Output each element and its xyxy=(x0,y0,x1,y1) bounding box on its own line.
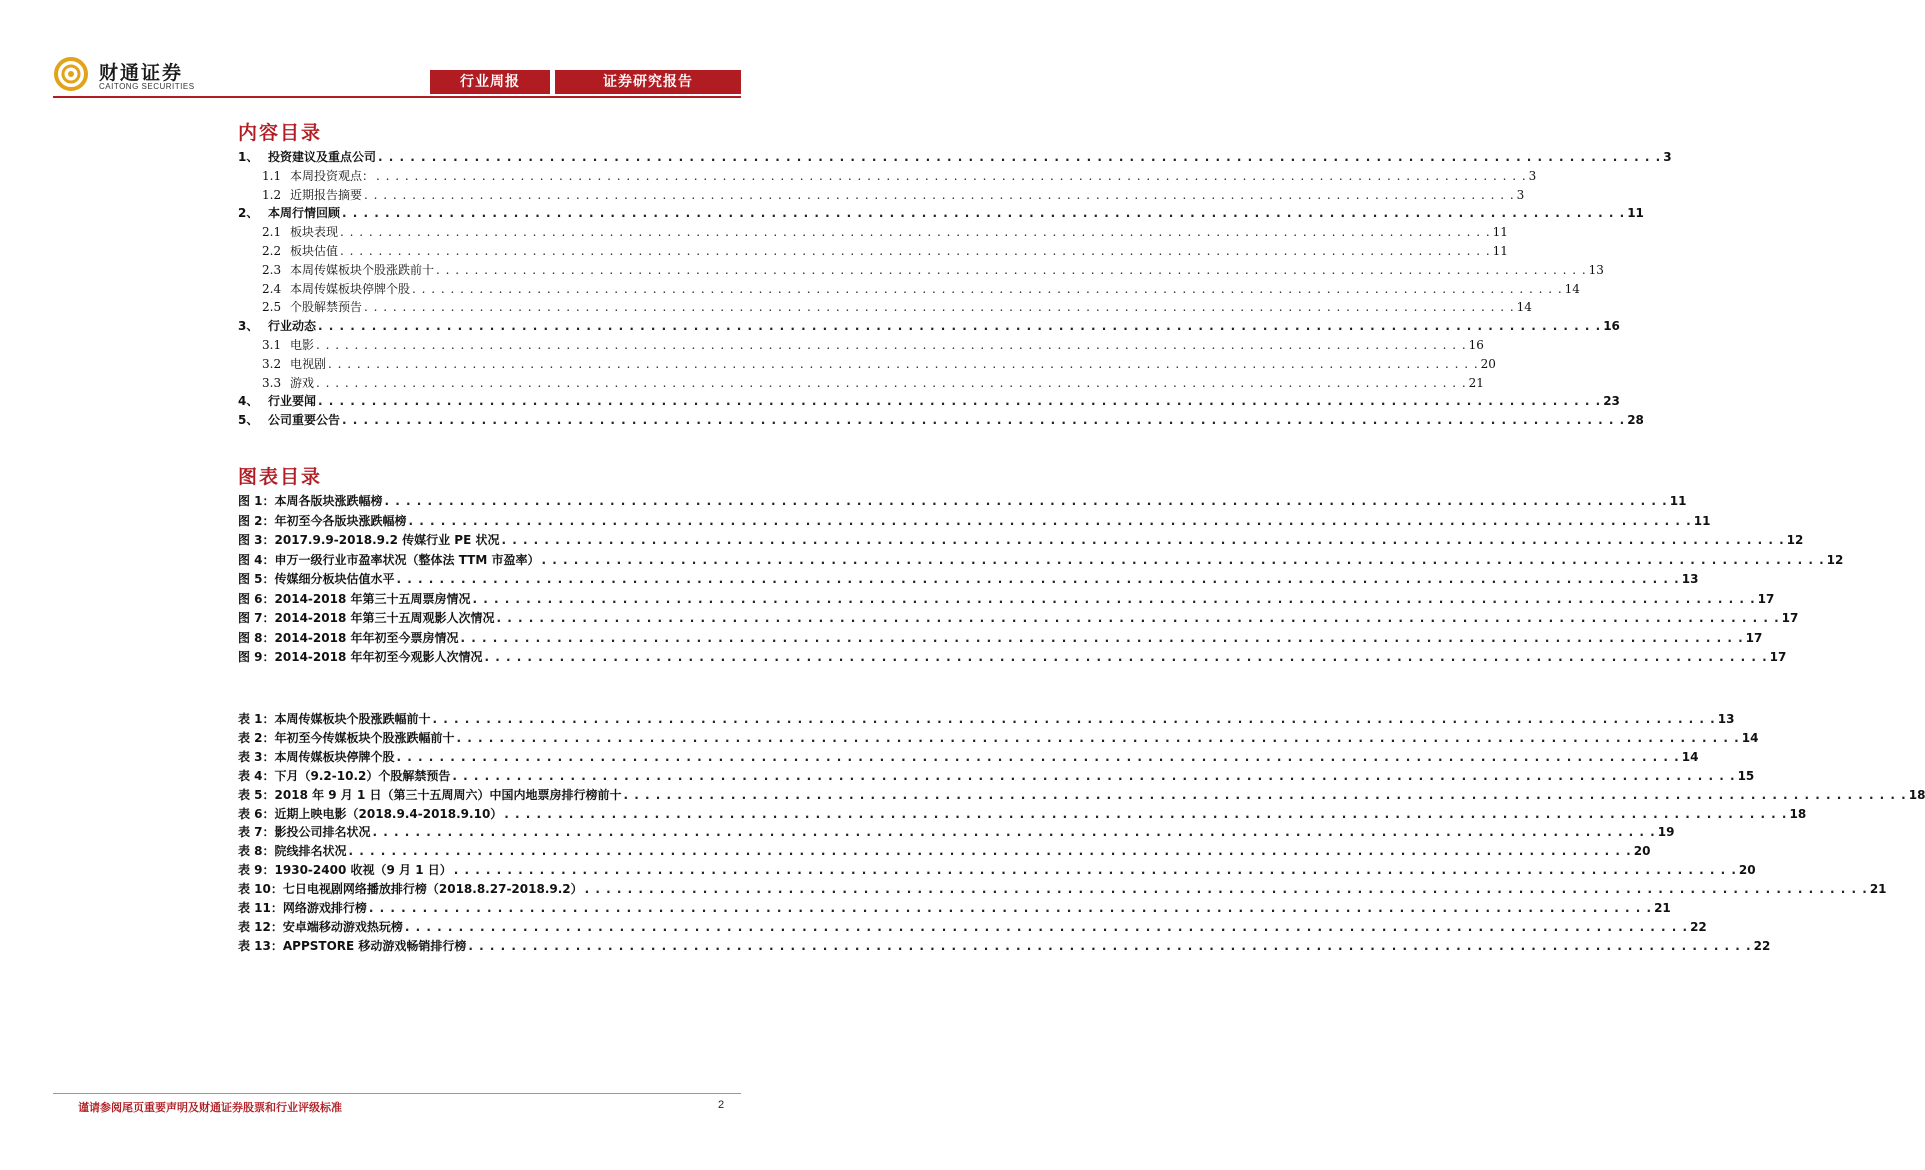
table-entry-page: 13 xyxy=(1717,712,1735,726)
table-entry-text: 表 8：院线排名状况 xyxy=(238,844,347,858)
toc-entry[interactable] xyxy=(238,411,1644,429)
table-entry-page: 22 xyxy=(1753,939,1771,953)
table-entry-label xyxy=(238,880,583,897)
toc-entry-leader: . . . . . . . . . . . . . . . . . . . . . . . . . . . . . . . . . . . . . . . . . . . . . . . . . . . . . . . . . . . . . . . . . . . . . . . . . . . . . . . . . . . . . . . . . . . . . . . . . . . . . . . . . . . . . . . . . . . . . . . . xyxy=(378,150,1662,164)
figure-entry-leader: . . . . . . . . . . . . . . . . . . . . . . . . . . . . . . . . . . . . . . . . . . . . . . . . . . . . . . . . . . . . . . . . . . . . . . . . . . . . . . . . . . . . . . . . . . . . . . . . . . . . . . . . . . . . . . . . . . . . . . . . xyxy=(396,572,1680,586)
toc-entry-number: 3.1 xyxy=(262,338,282,352)
toc-entry-label xyxy=(262,261,434,278)
figure-entry-page: 13 xyxy=(1681,572,1699,586)
table-entry-label xyxy=(238,767,450,784)
figure-entry[interactable] xyxy=(238,629,1763,647)
toc-entry-page: 11 xyxy=(1627,206,1644,220)
table-entry-leader: . . . . . . . . . . . . . . . . . . . . . . . . . . . . . . . . . . . . . . . . . . . . . . . . . . . . . . . . . . . . . . . . . . . . . . . . . . . . . . . . . . . . . . . . . . . . . . . . . . . . . . . . . . . . . . . . . . . . . . . . xyxy=(396,750,1680,764)
toc-entry-text: 行业动态 xyxy=(268,319,317,333)
toc-entry[interactable] xyxy=(262,223,1508,241)
table-entry-text: 表 2：年初至今传媒板块个股涨跌幅前十 xyxy=(238,731,455,745)
toc-entry-page: 16 xyxy=(1468,338,1484,352)
figure-entry[interactable] xyxy=(238,648,1787,666)
toc-entry-label xyxy=(238,204,340,221)
table-entry-text: 表 10：七日电视剧网络播放排行榜（2018.8.27-2018.9.2） xyxy=(238,882,583,896)
table-entry-label xyxy=(238,937,466,954)
table-entry-page: 22 xyxy=(1690,920,1707,934)
toc-entry[interactable] xyxy=(262,186,1525,204)
toc-entry-page: 28 xyxy=(1627,413,1644,427)
figure-entry-page: 11 xyxy=(1693,514,1711,528)
figure-entry-page: 11 xyxy=(1669,494,1687,508)
figure-entry-label xyxy=(238,629,458,646)
toc-entry-number: 2.2 xyxy=(262,244,282,258)
table-entry[interactable] xyxy=(238,805,1807,823)
toc-entry-text: 本周行情回顾 xyxy=(268,206,341,220)
toc-entry-label xyxy=(262,336,314,353)
table-entry[interactable] xyxy=(238,880,1887,898)
toc-entry-number: 1、 xyxy=(238,150,259,164)
table-entry[interactable] xyxy=(238,937,1771,955)
figure-entry-page: 17 xyxy=(1781,611,1799,625)
toc-entry-leader: . . . . . . . . . . . . . . . . . . . . . . . . . . . . . . . . . . . . . . . . . . . . . . . . . . . . . . . . . . . . . . . . . . . . . . . . . . . . . . . . . . . . . . . . . . . . . . . . . . . . . . . . . . . . . . . . . . . . . . . . xyxy=(328,357,1479,371)
figure-entry-leader: . . . . . . . . . . . . . . . . . . . . . . . . . . . . . . . . . . . . . . . . . . . . . . . . . . . . . . . . . . . . . . . . . . . . . . . . . . . . . . . . . . . . . . . . . . . . . . . . . . . . . . . . . . . . . . . . . . . . . . . . xyxy=(460,631,1744,645)
table-entry[interactable] xyxy=(238,918,1707,936)
toc-entry[interactable] xyxy=(262,336,1484,354)
toc-entry-page: 3 xyxy=(1528,169,1537,183)
toc-entry-leader: . . . . . . . . . . . . . . . . . . . . . . . . . . . . . . . . . . . . . . . . . . . . . . . . . . . . . . . . . . . . . . . . . . . . . . . . . . . . . . . . . . . . . . . . . . . . . . . . . . . . . . . . . . . . . . . . . . . . . . . . xyxy=(376,169,1527,183)
toc-entry-leader: . . . . . . . . . . . . . . . . . . . . . . . . . . . . . . . . . . . . . . . . . . . . . . . . . . . . . . . . . . . . . . . . . . . . . . . . . . . . . . . . . . . . . . . . . . . . . . . . . . . . . . . . . . . . . . . . . . . . . . . . xyxy=(318,319,1602,333)
toc-entry-leader: . . . . . . . . . . . . . . . . . . . . . . . . . . . . . . . . . . . . . . . . . . . . . . . . . . . . . . . . . . . . . . . . . . . . . . . . . . . . . . . . . . . . . . . . . . . . . . . . . . . . . . . . . . . . . . . . . . . . . . . . xyxy=(364,300,1515,314)
footer-divider xyxy=(53,1093,741,1094)
toc-entry-leader: . . . . . . . . . . . . . . . . . . . . . . . . . . . . . . . . . . . . . . . . . . . . . . . . . . . . . . . . . . . . . . . . . . . . . . . . . . . . . . . . . . . . . . . . . . . . . . . . . . . . . . . . . . . . . . . . . . . . . . . . xyxy=(340,244,1491,258)
table-entry-leader: . . . . . . . . . . . . . . . . . . . . . . . . . . . . . . . . . . . . . . . . . . . . . . . . . . . . . . . . . . . . . . . . . . . . . . . . . . . . . . . . . . . . . . . . . . . . . . . . . . . . . . . . . . . . . . . . . . . . . . . . xyxy=(453,863,1737,877)
toc-entry-label xyxy=(262,355,326,372)
toc-entry-leader: . . . . . . . . . . . . . . . . . . . . . . . . . . . . . . . . . . . . . . . . . . . . . . . . . . . . . . . . . . . . . . . . . . . . . . . . . . . . . . . . . . . . . . . . . . . . . . . . . . . . . . . . . . . . . . . . . . . . . . . . xyxy=(316,338,1467,352)
figure-entry[interactable] xyxy=(238,590,1775,608)
figure-entry-text: 图 8：2014-2018 年年初至今票房情况 xyxy=(238,631,459,645)
toc-entry-page: 14 xyxy=(1516,300,1532,314)
figure-entry-text: 图 5：传媒细分板块估值水平 xyxy=(238,572,395,586)
toc-entry-text: 板块估值 xyxy=(290,244,339,258)
toc-entry-page: 16 xyxy=(1603,319,1620,333)
toc-entry-label xyxy=(238,411,340,428)
toc-entry[interactable] xyxy=(238,148,1672,166)
toc-entry-leader: . . . . . . . . . . . . . . . . . . . . . . . . . . . . . . . . . . . . . . . . . . . . . . . . . . . . . . . . . . . . . . . . . . . . . . . . . . . . . . . . . . . . . . . . . . . . . . . . . . . . . . . . . . . . . . . . . . . . . . . . xyxy=(316,376,1467,390)
logo-chinese-name: 财通证券 xyxy=(99,62,184,84)
table-entry-leader: . . . . . . . . . . . . . . . . . . . . . . . . . . . . . . . . . . . . . . . . . . . . . . . . . . . . . . . . . . . . . . . . . . . . . . . . . . . . . . . . . . . . . . . . . . . . . . . . . . . . . . . . . . . . . . . . . . . . . . . . xyxy=(368,901,1653,915)
figure-entry-leader: . . . . . . . . . . . . . . . . . . . . . . . . . . . . . . . . . . . . . . . . . . . . . . . . . . . . . . . . . . . . . . . . . . . . . . . . . . . . . . . . . . . . . . . . . . . . . . . . . . . . . . . . . . . . . . . . . . . . . . . . xyxy=(501,533,1785,547)
figure-entry-leader: . . . . . . . . . . . . . . . . . . . . . . . . . . . . . . . . . . . . . . . . . . . . . . . . . . . . . . . . . . . . . . . . . . . . . . . . . . . . . . . . . . . . . . . . . . . . . . . . . . . . . . . . . . . . . . . . . . . . . . . . xyxy=(484,650,1768,664)
figure-entry[interactable] xyxy=(238,570,1699,588)
toc-entry-number: 1.1 xyxy=(262,169,282,183)
report-type-tag: 行业周报 xyxy=(430,70,550,94)
figure-entry-label xyxy=(238,492,383,509)
table-entry-leader: . . . . . . . . . . . . . . . . . . . . . . . . . . . . . . . . . . . . . . . . . . . . . . . . . . . . . . . . . . . . . . . . . . . . . . . . . . . . . . . . . . . . . . . . . . . . . . . . . . . . . . . . . . . . . . . . . . . . . . . . xyxy=(623,788,1907,802)
toc-entry-leader: . . . . . . . . . . . . . . . . . . . . . . . . . . . . . . . . . . . . . . . . . . . . . . . . . . . . . . . . . . . . . . . . . . . . . . . . . . . . . . . . . . . . . . . . . . . . . . . . . . . . . . . . . . . . . . . . . . . . . . . . xyxy=(364,188,1515,202)
toc-entry-text: 公司重要公告 xyxy=(268,413,341,427)
toc-entry-leader: . . . . . . . . . . . . . . . . . . . . . . . . . . . . . . . . . . . . . . . . . . . . . . . . . . . . . . . . . . . . . . . . . . . . . . . . . . . . . . . . . . . . . . . . . . . . . . . . . . . . . . . . . . . . . . . . . . . . . . . . xyxy=(340,225,1491,239)
table-entry-label xyxy=(238,748,395,765)
toc-entry-page: 14 xyxy=(1564,282,1580,296)
toc-entry-text: 投资建议及重点公司 xyxy=(268,150,377,164)
toc-entry-page: 13 xyxy=(1588,263,1604,277)
toc-entry-number: 5、 xyxy=(238,413,259,427)
table-entry-page: 18 xyxy=(1789,807,1807,821)
toc-entry-label xyxy=(262,280,410,297)
figure-entry-leader: . . . . . . . . . . . . . . . . . . . . . . . . . . . . . . . . . . . . . . . . . . . . . . . . . . . . . . . . . . . . . . . . . . . . . . . . . . . . . . . . . . . . . . . . . . . . . . . . . . . . . . . . . . . . . . . . . . . . . . . . xyxy=(541,553,1825,567)
toc-entry[interactable] xyxy=(238,392,1620,410)
toc-entry-page: 3 xyxy=(1663,150,1672,164)
figure-entry-text: 图 2：年初至今各版块涨跌幅榜 xyxy=(238,514,407,528)
toc-entry-text: 电影 xyxy=(290,338,315,352)
table-entry-label xyxy=(238,729,455,746)
table-entry[interactable] xyxy=(238,899,1671,917)
toc-entry-number: 3.2 xyxy=(262,357,282,371)
toc-entry-label xyxy=(262,186,362,203)
table-entry[interactable] xyxy=(238,861,1756,879)
table-entry-page: 18 xyxy=(1908,788,1925,802)
toc-entry-page: 21 xyxy=(1468,376,1484,390)
figure-entry-page: 17 xyxy=(1769,650,1787,664)
figure-entry[interactable] xyxy=(238,492,1687,510)
table-entry-leader: . . . . . . . . . . . . . . . . . . . . . . . . . . . . . . . . . . . . . . . . . . . . . . . . . . . . . . . . . . . . . . . . . . . . . . . . . . . . . . . . . . . . . . . . . . . . . . . . . . . . . . . . . . . . . . . . . . . . . . . . xyxy=(456,731,1740,745)
toc-entry-page: 20 xyxy=(1480,357,1496,371)
table-entry-page: 19 xyxy=(1657,825,1675,839)
toc-entry-text: 近期报告摘要 xyxy=(290,188,363,202)
toc-entry-label xyxy=(238,317,316,334)
table-entry-leader: . . . . . . . . . . . . . . . . . . . . . . . . . . . . . . . . . . . . . . . . . . . . . . . . . . . . . . . . . . . . . . . . . . . . . . . . . . . . . . . . . . . . . . . . . . . . . . . . . . . . . . . . . . . . . . . . . . . . . . . . xyxy=(468,939,1752,953)
company-logo xyxy=(53,56,213,96)
table-entry-text: 表 3：本周传媒板块停牌个股 xyxy=(238,750,395,764)
toc-entry-text: 个股解禁预告 xyxy=(290,300,363,314)
figure-entry[interactable] xyxy=(238,512,1711,530)
toc-entry-number: 4、 xyxy=(238,394,259,408)
toc-entry-label xyxy=(262,223,338,240)
header-divider xyxy=(53,96,741,98)
figure-entry-label xyxy=(238,609,494,626)
toc-entry-text: 板块表现 xyxy=(290,225,339,239)
toc-entry-number: 3、 xyxy=(238,319,259,333)
table-entry-label xyxy=(238,805,502,822)
toc-entry-leader: . . . . . . . . . . . . . . . . . . . . . . . . . . . . . . . . . . . . . . . . . . . . . . . . . . . . . . . . . . . . . . . . . . . . . . . . . . . . . . . . . . . . . . . . . . . . . . . . . . . . . . . . . . . . . . . . . . . . . . . . xyxy=(342,206,1626,220)
logo-english-name: CAITONG SECURITIES xyxy=(99,82,195,91)
toc-entry-label xyxy=(262,167,374,184)
table-entry-leader: . . . . . . . . . . . . . . . . . . . . . . . . . . . . . . . . . . . . . . . . . . . . . . . . . . . . . . . . . . . . . . . . . . . . . . . . . . . . . . . . . . . . . . . . . . . . . . . . . . . . . . . . . . . . . . . . . . . . . . . . xyxy=(504,807,1788,821)
table-entry-text: 表 4：下月（9.2-10.2）个股解禁预告 xyxy=(238,769,451,783)
toc-entry[interactable] xyxy=(262,374,1484,392)
table-entry-leader: . . . . . . . . . . . . . . . . . . . . . . . . . . . . . . . . . . . . . . . . . . . . . . . . . . . . . . . . . . . . . . . . . . . . . . . . . . . . . . . . . . . . . . . . . . . . . . . . . . . . . . . . . . . . . . . . . . . . . . . . xyxy=(432,712,1716,726)
figure-entry-leader: . . . . . . . . . . . . . . . . . . . . . . . . . . . . . . . . . . . . . . . . . . . . . . . . . . . . . . . . . . . . . . . . . . . . . . . . . . . . . . . . . . . . . . . . . . . . . . . . . . . . . . . . . . . . . . . . . . . . . . . . xyxy=(384,494,1668,508)
report-category-tag: 证券研究报告 xyxy=(555,70,741,94)
toc-entry-page: 11 xyxy=(1492,244,1508,258)
footer-disclaimer: 谨请参阅尾页重要声明及财通证券股票和行业评级标准 xyxy=(78,1101,342,1114)
caitong-logo-icon xyxy=(53,56,89,92)
table-entry-text: 表 5：2018 年 9 月 1 日（第三十五周周六）中国内地票房排行榜前十 xyxy=(238,788,622,802)
figure-entry-leader: . . . . . . . . . . . . . . . . . . . . . . . . . . . . . . . . . . . . . . . . . . . . . . . . . . . . . . . . . . . . . . . . . . . . . . . . . . . . . . . . . . . . . . . . . . . . . . . . . . . . . . . . . . . . . . . . . . . . . . . . xyxy=(496,611,1780,625)
figure-entry-label xyxy=(238,551,539,568)
table-entry-page: 14 xyxy=(1741,731,1759,745)
table-entry[interactable] xyxy=(238,710,1735,728)
toc-entry-label xyxy=(238,148,376,165)
table-entry-page: 21 xyxy=(1869,882,1887,896)
table-entry[interactable] xyxy=(238,729,1759,747)
toc-entry-page: 23 xyxy=(1603,394,1620,408)
figure-entry-page: 12 xyxy=(1786,533,1804,547)
toc-entry-label xyxy=(262,374,314,391)
table-entry-label xyxy=(238,786,622,803)
figure-entry-text: 图 3：2017.9.9-2018.9.2 传媒行业 PE 状况 xyxy=(238,533,500,547)
table-entry-page: 14 xyxy=(1681,750,1699,764)
figure-entry-text: 图 4：申万一级行业市盈率状况（整体法 TTM 市盈率） xyxy=(238,553,540,567)
table-entry[interactable] xyxy=(238,786,1925,804)
table-entry[interactable] xyxy=(238,748,1699,766)
toc-entry-number: 2.4 xyxy=(262,282,282,296)
table-entry-page: 20 xyxy=(1738,863,1756,877)
toc-entry[interactable] xyxy=(262,355,1496,373)
table-entry-label xyxy=(238,823,371,840)
toc-entry-page: 3 xyxy=(1516,188,1525,202)
toc-entry[interactable] xyxy=(262,298,1532,316)
figure-entry-text: 图 1：本周各版块涨跌幅榜 xyxy=(238,494,383,508)
figure-entry-label xyxy=(238,590,470,607)
table-entry-label xyxy=(238,918,403,935)
toc-entry-leader: . . . . . . . . . . . . . . . . . . . . . . . . . . . . . . . . . . . . . . . . . . . . . . . . . . . . . . . . . . . . . . . . . . . . . . . . . . . . . . . . . . . . . . . . . . . . . . . . . . . . . . . . . . . . . . . . . . . . . . . . xyxy=(318,394,1602,408)
figure-entry[interactable] xyxy=(238,609,1799,627)
figure-entry-label xyxy=(238,512,407,529)
table-entry-text: 表 6：近期上映电影（2018.9.4-2018.9.10） xyxy=(238,807,503,821)
toc-entry-number: 1.2 xyxy=(262,188,282,202)
figure-entry[interactable] xyxy=(238,551,1844,569)
toc-entry-text: 游戏 xyxy=(290,376,315,390)
figure-entry-leader: . . . . . . . . . . . . . . . . . . . . . . . . . . . . . . . . . . . . . . . . . . . . . . . . . . . . . . . . . . . . . . . . . . . . . . . . . . . . . . . . . . . . . . . . . . . . . . . . . . . . . . . . . . . . . . . . . . . . . . . . xyxy=(472,592,1756,606)
table-entry-leader: . . . . . . . . . . . . . . . . . . . . . . . . . . . . . . . . . . . . . . . . . . . . . . . . . . . . . . . . . . . . . . . . . . . . . . . . . . . . . . . . . . . . . . . . . . . . . . . . . . . . . . . . . . . . . . . . . . . . . . . . xyxy=(452,769,1736,783)
toc-entry[interactable] xyxy=(262,280,1580,298)
table-entry-page: 15 xyxy=(1737,769,1755,783)
table-entry-leader: . . . . . . . . . . . . . . . . . . . . . . . . . . . . . . . . . . . . . . . . . . . . . . . . . . . . . . . . . . . . . . . . . . . . . . . . . . . . . . . . . . . . . . . . . . . . . . . . . . . . . . . . . . . . . . . . . . . . . . . . xyxy=(372,825,1656,839)
table-entry-text: 表 1：本周传媒板块个股涨跌幅前十 xyxy=(238,712,431,726)
figures-title: 图表目录 xyxy=(238,466,323,488)
toc-entry-number: 2.5 xyxy=(262,300,282,314)
figure-entry-label xyxy=(238,570,395,587)
toc-entry[interactable] xyxy=(262,261,1604,279)
toc-entry-text: 本周投资观点： xyxy=(290,169,375,183)
toc-entry[interactable] xyxy=(262,242,1508,260)
toc-entry[interactable] xyxy=(262,167,1537,185)
table-entry-leader: . . . . . . . . . . . . . . . . . . . . . . . . . . . . . . . . . . . . . . . . . . . . . . . . . . . . . . . . . . . . . . . . . . . . . . . . . . . . . . . . . . . . . . . . . . . . . . . . . . . . . . . . . . . . . . . . . . . . . . . . xyxy=(404,920,1689,934)
table-entry-label xyxy=(238,710,431,727)
table-entry-text: 表 12：安卓端移动游戏热玩榜 xyxy=(238,920,403,934)
toc-entry-number: 3.3 xyxy=(262,376,282,390)
toc-entry-text: 行业要闻 xyxy=(268,394,317,408)
toc-entry-label xyxy=(262,242,338,259)
toc-entry-text: 本周传媒板块停牌个股 xyxy=(290,282,411,296)
table-entry-text: 表 9：1930-2400 收视（9 月 1 日） xyxy=(238,863,452,877)
toc-entry[interactable] xyxy=(238,204,1644,222)
toc-entry-leader: . . . . . . . . . . . . . . . . . . . . . . . . . . . . . . . . . . . . . . . . . . . . . . . . . . . . . . . . . . . . . . . . . . . . . . . . . . . . . . . . . . . . . . . . . . . . . . . . . . . . . . . . . . . . . . . . . . . . . . . . xyxy=(436,263,1587,277)
figure-entry-page: 12 xyxy=(1826,553,1844,567)
toc-entry-label xyxy=(262,298,362,315)
table-entry[interactable] xyxy=(238,823,1675,841)
toc-entry-number: 2、 xyxy=(238,206,259,220)
toc-entry-text: 电视剧 xyxy=(290,357,327,371)
toc-entry[interactable] xyxy=(238,317,1620,335)
figure-entry-text: 图 7：2014-2018 年第三十五周观影人次情况 xyxy=(238,611,495,625)
table-entry-leader: . . . . . . . . . . . . . . . . . . . . . . . . . . . . . . . . . . . . . . . . . . . . . . . . . . . . . . . . . . . . . . . . . . . . . . . . . . . . . . . . . . . . . . . . . . . . . . . . . . . . . . . . . . . . . . . . . . . . . . . . xyxy=(584,882,1868,896)
toc-entry-page: 11 xyxy=(1492,225,1508,239)
table-entry-label xyxy=(238,899,367,916)
table-entry-leader: . . . . . . . . . . . . . . . . . . . . . . . . . . . . . . . . . . . . . . . . . . . . . . . . . . . . . . . . . . . . . . . . . . . . . . . . . . . . . . . . . . . . . . . . . . . . . . . . . . . . . . . . . . . . . . . . . . . . . . . . xyxy=(348,844,1632,858)
toc-entry-number: 2.1 xyxy=(262,225,282,239)
toc-entry-leader: . . . . . . . . . . . . . . . . . . . . . . . . . . . . . . . . . . . . . . . . . . . . . . . . . . . . . . . . . . . . . . . . . . . . . . . . . . . . . . . . . . . . . . . . . . . . . . . . . . . . . . . . . . . . . . . . . . . . . . . . xyxy=(412,282,1563,296)
figure-entry-text: 图 6：2014-2018 年第三十五周票房情况 xyxy=(238,592,471,606)
table-entry-text: 表 7：影投公司排名状况 xyxy=(238,825,371,839)
table-entry-page: 21 xyxy=(1654,901,1671,915)
toc-title: 内容目录 xyxy=(238,122,323,144)
figure-entry-label xyxy=(238,531,499,548)
figure-entry-text: 图 9：2014-2018 年年初至今观影人次情况 xyxy=(238,650,483,664)
table-entry-page: 20 xyxy=(1633,844,1651,858)
page-number: 2 xyxy=(718,1099,725,1111)
table-entry-label xyxy=(238,861,452,878)
toc-entry-leader: . . . . . . . . . . . . . . . . . . . . . . . . . . . . . . . . . . . . . . . . . . . . . . . . . . . . . . . . . . . . . . . . . . . . . . . . . . . . . . . . . . . . . . . . . . . . . . . . . . . . . . . . . . . . . . . . . . . . . . . . xyxy=(342,413,1626,427)
figure-entry-page: 17 xyxy=(1757,592,1775,606)
table-entry[interactable] xyxy=(238,842,1651,860)
toc-entry-number: 2.3 xyxy=(262,263,282,277)
table-entry[interactable] xyxy=(238,767,1755,785)
toc-entry-text: 本周传媒板块个股涨跌前十 xyxy=(290,263,435,277)
table-entry-text: 表 13：APPSTORE 移动游戏畅销排行榜 xyxy=(238,939,467,953)
figure-entry[interactable] xyxy=(238,531,1804,549)
figure-entry-leader: . . . . . . . . . . . . . . . . . . . . . . . . . . . . . . . . . . . . . . . . . . . . . . . . . . . . . . . . . . . . . . . . . . . . . . . . . . . . . . . . . . . . . . . . . . . . . . . . . . . . . . . . . . . . . . . . . . . . . . . . xyxy=(408,514,1692,528)
table-entry-label xyxy=(238,842,347,859)
table-entry-text: 表 11：网络游戏排行榜 xyxy=(238,901,367,915)
figure-entry-page: 17 xyxy=(1745,631,1763,645)
toc-entry-label xyxy=(238,392,316,409)
figure-entry-label xyxy=(238,648,482,665)
